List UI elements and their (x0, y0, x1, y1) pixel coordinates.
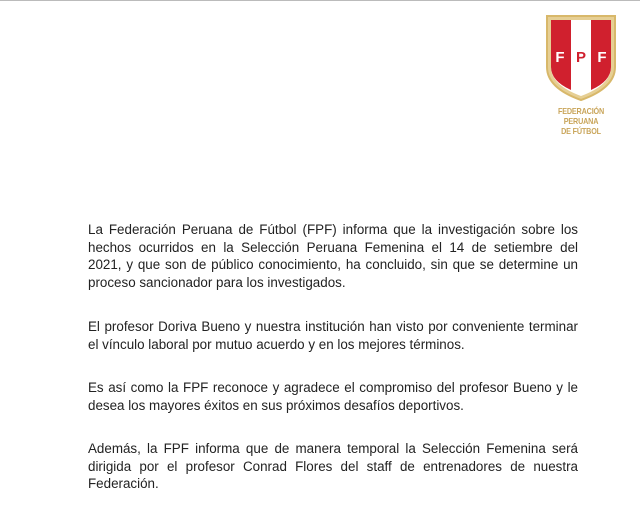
logo-caption-line: DE FÚTBOL (561, 126, 601, 136)
text-line: el vínculo laboral por mutuo acuerdo y en los mejores términos. (88, 336, 465, 352)
text-line: Es así como la FPF reconoce y agradece el compromiso del profesor Bueno y le (88, 380, 578, 395)
text-line: Federación. (88, 476, 159, 491)
text-line: hechos ocurridos en la Selección Peruana Femenina el 14 de setiembre del (88, 239, 578, 255)
paragraph-interim-coach (88, 440, 578, 493)
text-line: proceso sancionador para los investigados. (88, 274, 346, 290)
text-line: Además, la FPF informa que de manera temporal la Selección Femenina será (88, 441, 578, 456)
text-line: 2021, y que son de público conocimiento, ha concluido, sin que se determine un (88, 257, 578, 272)
top-border (0, 0, 640, 1)
svg-text:F: F (597, 49, 607, 66)
text-line: El profesor Doriva Bueno y nuestra institución han visto por conveniente terminar (88, 319, 578, 334)
svg-text:P: P (575, 49, 587, 66)
paragraph-thanks (88, 379, 578, 414)
text-line: La Federación Peruana de Fútbol (FPF) informa que la investigación sobre los (88, 222, 578, 237)
paragraph-contract-end (88, 318, 578, 353)
text-line: dirigida por el profesor Conrad Flores del staff de entrenadores de nuestra (88, 458, 578, 474)
logo-caption (541, 106, 621, 136)
svg-text:F: F (555, 49, 565, 66)
text-line: desea los mayores éxitos en sus próximos desafíos deportivos. (88, 397, 464, 413)
paragraph-investigation (88, 221, 578, 291)
fpf-shield-icon (544, 12, 618, 102)
fpf-logo (534, 12, 628, 136)
logo-caption-line: FEDERACIÓN PERUANA (557, 106, 605, 126)
